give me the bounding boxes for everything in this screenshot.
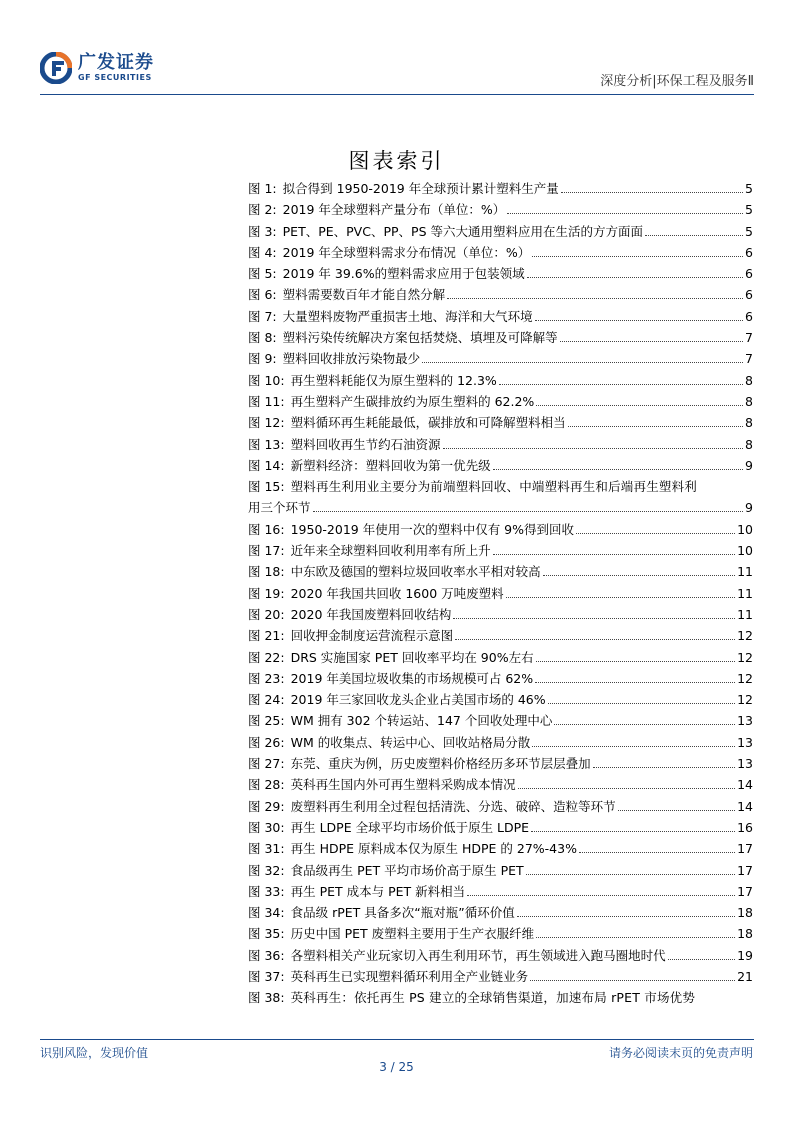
toc-entry-title: 中东欧及德国的塑料垃圾回收率水平相对较高: [290, 564, 541, 580]
toc-entry-page: 5: [745, 181, 753, 196]
toc-entry-title: WM 的收集点、转运中心、回收站格局分散: [290, 734, 531, 750]
toc-entry-page: 21: [737, 968, 753, 984]
toc-entry[interactable]: [248, 774, 753, 795]
toc-entry[interactable]: [248, 561, 753, 582]
toc-entry[interactable]: [248, 178, 753, 199]
toc-entry-title: 拟合得到 1950-2019 年全球预计累计塑料生产量: [282, 181, 559, 196]
toc-entry-label: 图 27:: [248, 756, 285, 772]
toc-entry-label: 图 15:: [248, 479, 285, 495]
toc-entry-title: 2019 年三家回收龙头企业占美国市场的 46%: [290, 692, 546, 708]
toc-entry-title: 英科再生已实现塑料循环利用全产业链业务: [290, 968, 529, 984]
toc-entry-title: 塑料回收排放污染物最少: [282, 351, 421, 367]
toc-entry-label: 图 38:: [248, 990, 285, 1006]
toc-entry[interactable]: [248, 434, 753, 455]
toc-entry[interactable]: [248, 945, 753, 966]
toc-leader-dots: [313, 501, 744, 512]
toc-entry-label: 图 9:: [248, 351, 277, 367]
toc-entry-label: 图 2:: [248, 202, 277, 218]
toc-entry[interactable]: [248, 689, 753, 710]
toc-entry-title: 废塑料再生利用全过程包括清洗、分选、破碎、造粒等环节: [290, 798, 616, 814]
toc-leader-dots: [561, 182, 743, 193]
toc-entry-title: 再生塑料耗能仅为原生塑料的 12.3%: [290, 372, 497, 388]
toc-entry-title: 2020 年我国废塑料回收结构: [290, 606, 452, 622]
toc-entry-title: 食品级 rPET 具备多次“瓶对瓶”循环价值: [290, 905, 515, 921]
toc-leader-dots: [506, 587, 735, 598]
footer-divider: [40, 1039, 754, 1040]
toc-entry-label: 图 37:: [248, 968, 285, 984]
toc-entry-title: 2019 年全球塑料产量分布（单位：%）: [282, 202, 506, 218]
toc-entry-title: 用三个环节: [248, 500, 311, 516]
toc-entry-title: 东莞、重庆为例，历史废塑料价格经历多环节层层叠加: [290, 756, 591, 772]
toc-entry-label: 图 5:: [248, 266, 277, 282]
toc-entry-label: 图 23:: [248, 670, 285, 686]
toc-entry-title: 再生 PET 成本与 PET 新料相当: [290, 883, 466, 899]
toc-leader-dots: [535, 672, 735, 683]
toc-leader-dots: [645, 225, 743, 236]
toc-entry-page: 11: [737, 585, 753, 601]
toc-leader-dots: [618, 800, 735, 811]
toc-entry-label: 图 13:: [248, 436, 285, 452]
toc-entry[interactable]: [248, 476, 753, 497]
company-logo: [40, 52, 154, 84]
toc-leader-dots: [530, 970, 735, 981]
toc-entry-label: 图 12:: [248, 415, 285, 431]
toc-leader-dots: [493, 544, 735, 555]
toc-entry[interactable]: [248, 881, 753, 902]
toc-entry[interactable]: [248, 732, 753, 753]
footer-disclaimer: 请务必阅读末页的免责声明: [608, 1046, 753, 1060]
toc-entry-title: 英科再生：依托再生 PS 建立的全球销售渠道，加速布局 rPET 市场优势: [290, 990, 696, 1006]
toc-entry-title: PET、PE、PVC、PP、PS 等六大通用塑料应用在生活的方方面面: [282, 223, 643, 239]
toc-entry-page: 10: [737, 521, 753, 537]
toc-entry[interactable]: [248, 710, 753, 731]
toc-entry-label: 图 29:: [248, 798, 285, 814]
toc-entry-page: 17: [737, 841, 753, 857]
toc-entry-label: 图 31:: [248, 841, 285, 857]
toc-entry-page: 18: [737, 926, 753, 942]
toc-leader-dots: [532, 736, 735, 747]
toc-leader-dots: [535, 310, 743, 321]
toc-entry-page: 8: [745, 415, 753, 431]
toc-entry-label: 图 36:: [248, 947, 285, 963]
toc-entry-title: WM 拥有 302 个转运站、147 个回收处理中心: [290, 713, 553, 729]
toc-entry-label: 图 28:: [248, 777, 285, 793]
toc-entry-title: 2020 年我国共回收 1600 万吨废塑料: [290, 585, 504, 601]
toc-leader-dots: [467, 885, 735, 896]
toc-entry-title: 再生 LDPE 全球平均市场价低于原生 LDPE: [290, 819, 530, 835]
toc-entry[interactable]: [248, 497, 753, 518]
toc-entry-title: 再生 HDPE 原料成本仅为原生 HDPE 的 27%-43%: [290, 841, 577, 857]
toc-entry-page: 13: [737, 713, 753, 729]
toc-entry-title: 2019 年 39.6%的塑料需求应用于包装领域: [282, 266, 525, 282]
toc-entry-title: 1950-2019 年使用一次的塑料中仅有 9%得到回收: [290, 521, 575, 537]
toc-leader-dots: [548, 693, 735, 704]
toc-leader-dots: [593, 757, 735, 768]
toc-entry[interactable]: [248, 860, 753, 881]
toc-entry-label: 图 24:: [248, 692, 285, 708]
toc-entry[interactable]: [248, 540, 753, 561]
toc-entry[interactable]: [248, 668, 753, 689]
toc-entry-title: 大量塑料废物严重损害土地、海洋和大气环境: [282, 308, 533, 324]
toc-entry-label: 图 8:: [248, 330, 277, 346]
toc-entry[interactable]: [248, 199, 753, 220]
toc-entry-label: 图 1:: [248, 181, 277, 196]
toc-entry-page: 12: [737, 649, 753, 665]
toc-entry-page: 11: [737, 564, 753, 580]
toc-entry-label: 图 3:: [248, 223, 277, 239]
toc-entry-title: 2019 年美国垃圾收集的市场规模可占 62%: [290, 670, 534, 686]
toc-entry-page: 6: [745, 266, 753, 282]
toc-entry-label: 图 30:: [248, 819, 285, 835]
toc-entry[interactable]: [248, 348, 753, 369]
page-title: 图表索引: [348, 149, 445, 173]
toc-entry-label: 图 34:: [248, 905, 285, 921]
toc-entry-page: 11: [737, 606, 753, 622]
toc-entry-label: 图 7:: [248, 308, 277, 324]
toc-entry-label: 图 26:: [248, 734, 285, 750]
toc-entry-label: 图 19:: [248, 585, 285, 601]
toc-entry-page: 10: [737, 543, 753, 559]
toc-entry[interactable]: [248, 284, 753, 305]
logo-english-name: GF SECURITIES: [78, 73, 152, 82]
toc-entry[interactable]: [248, 391, 753, 412]
toc-entry-label: 图 33:: [248, 883, 285, 899]
toc-entry-page: 12: [737, 628, 753, 644]
toc-leader-dots: [443, 438, 743, 449]
toc-entry-page: 8: [745, 372, 753, 388]
toc-leader-dots: [543, 565, 735, 576]
toc-entry-page: 8: [745, 393, 753, 409]
toc-entry[interactable]: [248, 242, 753, 263]
header-divider: [40, 94, 754, 95]
toc-entry-title: 塑料循环再生耗能最低，碳排放和可降解塑料相当: [290, 415, 566, 431]
toc-entry-page: 13: [737, 734, 753, 750]
page-number: 3 / 25: [379, 1060, 414, 1074]
toc-entry-title: 2019 年全球塑料需求分布情况（单位：%）: [282, 244, 531, 260]
toc-leader-dots: [531, 821, 735, 832]
toc-leader-dots: [455, 629, 735, 640]
toc-entry-page: 18: [737, 905, 753, 921]
toc-entry[interactable]: [248, 519, 753, 540]
figure-index-list: [248, 178, 753, 1009]
toc-leader-dots: [579, 842, 735, 853]
toc-entry-label: 图 20:: [248, 606, 285, 622]
toc-leader-dots: [527, 267, 743, 278]
toc-entry-title: 塑料回收再生节约石油资源: [290, 436, 441, 452]
toc-entry[interactable]: [248, 753, 753, 774]
toc-entry-page: 19: [737, 947, 753, 963]
toc-leader-dots: [560, 331, 743, 342]
toc-entry-label: 图 25:: [248, 713, 285, 729]
toc-entry-title: 塑料再生利用业主要分为前端塑料回收、中端塑料再生和后端再生塑料利: [290, 479, 697, 495]
toc-entry[interactable]: [248, 817, 753, 838]
toc-leader-dots: [499, 374, 743, 385]
toc-entry-page: 6: [745, 287, 753, 303]
toc-entry-page: 5: [745, 223, 753, 239]
toc-entry[interactable]: [248, 625, 753, 646]
toc-entry-title: 英科再生国内外可再生塑料采购成本情况: [290, 777, 516, 793]
toc-entry-page: 16: [737, 819, 753, 835]
toc-entry-page: 12: [737, 692, 753, 708]
toc-entry-page: 13: [737, 756, 753, 772]
toc-entry[interactable]: [248, 583, 753, 604]
toc-leader-dots: [507, 203, 743, 214]
toc-entry[interactable]: [248, 647, 753, 668]
toc-entry-label: 图 32:: [248, 862, 285, 878]
toc-entry[interactable]: [248, 796, 753, 817]
toc-entry-label: 图 14:: [248, 457, 285, 473]
toc-entry-page: 5: [745, 202, 753, 218]
toc-entry-title: 塑料需要数百年才能自然分解: [282, 287, 446, 303]
toc-entry[interactable]: [248, 370, 753, 391]
toc-entry-title: 近年来全球塑料回收利用率有所上升: [290, 543, 491, 559]
toc-leader-dots: [568, 416, 743, 427]
toc-entry-title: DRS 实施国家 PET 回收率平均在 90%左右: [290, 649, 534, 665]
toc-entry-page: 7: [745, 330, 753, 346]
toc-leader-dots: [422, 352, 743, 363]
toc-entry-title: 新塑料经济：塑料回收为第一优先级: [290, 457, 491, 473]
toc-entry-label: 图 10:: [248, 372, 285, 388]
toc-entry[interactable]: [248, 221, 753, 242]
toc-entry-label: 图 18:: [248, 564, 285, 580]
toc-entry-page: 8: [745, 436, 753, 452]
toc-entry-page: 9: [745, 457, 753, 473]
logo-chinese-name: 广发证券: [78, 52, 154, 73]
toc-entry[interactable]: [248, 604, 753, 625]
toc-entry-label: 图 21:: [248, 628, 285, 644]
toc-entry-page: 6: [745, 308, 753, 324]
toc-leader-dots: [447, 288, 743, 299]
toc-leader-dots: [536, 927, 735, 938]
toc-entry-title: 塑料污染传统解决方案包括焚烧、填埋及可降解等: [282, 330, 558, 346]
toc-entry-title: 历史中国 PET 废塑料主要用于生产衣服纤维: [290, 926, 535, 942]
toc-entry-page: 7: [745, 351, 753, 367]
toc-entry[interactable]: [248, 455, 753, 476]
toc-entry[interactable]: [248, 987, 753, 1008]
toc-entry-page: 12: [737, 670, 753, 686]
toc-leader-dots: [526, 864, 735, 875]
toc-entry-page: 9: [745, 500, 753, 516]
toc-entry[interactable]: [248, 263, 753, 284]
toc-entry-title: 再生塑料产生碳排放约为原生塑料的 62.2%: [290, 393, 535, 409]
toc-leader-dots: [668, 949, 735, 960]
footer-slogan: 识别风险，发现价值: [40, 1046, 149, 1060]
toc-leader-dots: [554, 714, 735, 725]
gf-logo-icon: [40, 52, 72, 84]
toc-entry[interactable]: [248, 923, 753, 944]
toc-entry-label: 图 35:: [248, 926, 285, 942]
toc-entry-page: 14: [737, 798, 753, 814]
toc-entry[interactable]: [248, 966, 753, 987]
toc-entry-label: 图 22:: [248, 649, 285, 665]
toc-entry-label: 图 17:: [248, 543, 285, 559]
toc-entry-page: 17: [737, 883, 753, 899]
toc-entry-page: 14: [737, 777, 753, 793]
toc-entry[interactable]: [248, 838, 753, 859]
toc-entry-label: 图 11:: [248, 393, 285, 409]
toc-leader-dots: [453, 608, 735, 619]
toc-entry[interactable]: [248, 902, 753, 923]
toc-entry-title: 回收押金制度运营流程示意图: [290, 628, 454, 644]
toc-entry-page: 17: [737, 862, 753, 878]
toc-entry[interactable]: [248, 306, 753, 327]
page-header: [40, 52, 754, 92]
toc-leader-dots: [536, 395, 743, 406]
report-section: 深度分析|环保工程及服务Ⅱ: [600, 74, 754, 89]
toc-entry[interactable]: [248, 327, 753, 348]
toc-leader-dots: [536, 651, 736, 662]
toc-entry-page: 6: [745, 244, 753, 260]
toc-entry-label: 图 4:: [248, 244, 277, 260]
toc-entry[interactable]: [248, 412, 753, 433]
toc-leader-dots: [576, 523, 735, 534]
toc-leader-dots: [517, 906, 735, 917]
toc-leader-dots: [493, 459, 743, 470]
toc-entry-title: 各塑料相关产业玩家切入再生利用环节，再生领域进入跑马圈地时代: [290, 947, 666, 963]
toc-leader-dots: [518, 778, 735, 789]
toc-leader-dots: [532, 246, 743, 257]
toc-entry-label: 图 16:: [248, 521, 285, 537]
toc-entry-label: 图 6:: [248, 287, 277, 303]
toc-entry-title: 食品级再生 PET 平均市场价高于原生 PET: [290, 862, 524, 878]
